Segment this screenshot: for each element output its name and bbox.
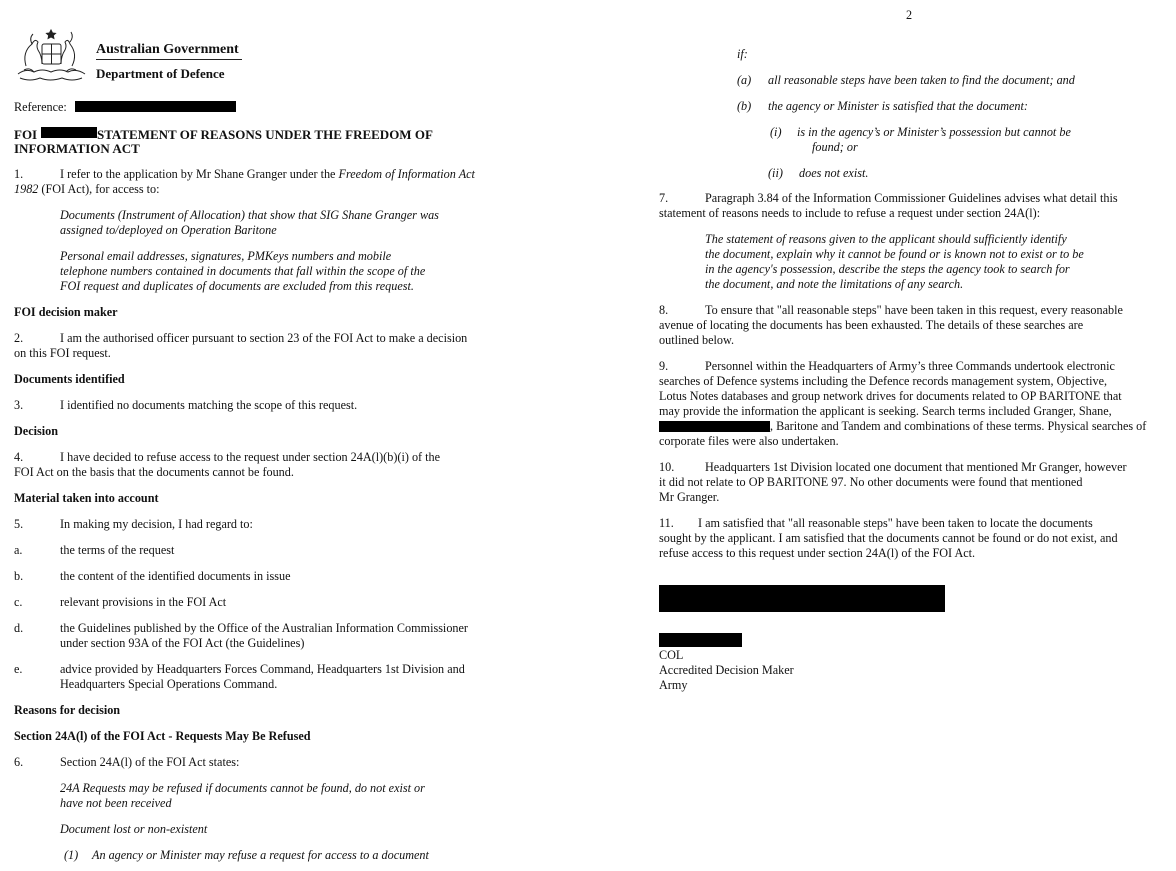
heading-decision-maker: FOI decision maker [14,305,118,319]
quote-if: if: [737,47,748,61]
list-marker: c. [14,595,23,609]
para-9-line-1: Personnel within the Headquarters of Army’s three Commands undertook electronic [705,359,1115,373]
quote-text-i-line-1: is in the agency’s or Minister’s possession but cannot be [797,125,1071,139]
para-number: 8. [659,303,669,317]
title-prefix: FOI [14,127,38,142]
para-8-line-2: avenue of locating the documents has been exhausted. The details of these searches are [659,318,1084,332]
heading-documents-identified: Documents identified [14,372,125,386]
quote-subsection-text: An agency or Minister may refuse a request for access to a document [92,848,429,862]
para-number: 7. [659,191,669,205]
quote-mark-i: (i) [770,125,782,139]
quote-2-line-2: telephone numbers contained in documents that fall within the scope of the [60,264,426,278]
list-item: advice provided by Headquarters Forces Command, Headquarters 1st Division and [60,662,465,676]
para-number: 10. [659,460,675,474]
quote-24a-line-2: have not been received [60,796,172,810]
para-4-line-1: I have decided to refuse access to the request under section 24A(l)(b)(i) of the [60,450,441,464]
header-divider [96,59,242,60]
para-1-line-2: 1982 (FOI Act), for access to: [14,182,160,196]
para-9-line-2: searches of Defence systems including the Defence records management system, Objective, [659,374,1108,388]
heading-decision: Decision [14,424,59,438]
quote-7-line-4: the document, and note the limitations of any search. [705,277,964,291]
para-9-line-4: may provide the information the applicant is seeking. Search terms included Granger, Shane, [659,404,1112,418]
para-6-line-1: Section 24A(l) of the FOI Act states: [60,755,240,769]
heading-section-24a: Section 24A(l) of the FOI Act - Requests May Be Refused [14,729,311,743]
para-5-line-1: In making my decision, I had regard to: [60,517,253,531]
list-item: relevant provisions in the FOI Act [60,595,227,609]
quote-text-a: all reasonable steps have been taken to find the document; and [768,73,1075,87]
para-number: 9. [659,359,669,373]
para-10-line-1: Headquarters 1st Division located one document that mentioned Mr Granger, however [705,460,1127,474]
signature-redaction [659,585,945,612]
quote-7-line-1: The statement of reasons given to the applicant should sufficiently identify [705,232,1067,246]
para-9-line-6: corporate files were also undertaken. [659,434,839,448]
list-marker: d. [14,621,24,635]
gov-title: Australian Government [96,42,239,57]
para-8-line-1: To ensure that "all reasonable steps" have been taken in this request, every reasonable [705,303,1123,317]
para-1-line-1: I refer to the application by Mr Shane Granger under the Freedom of Information Act [60,167,475,181]
signatory-role: Accredited Decision Maker [659,663,794,677]
title-line-1: STATEMENT OF REASONS UNDER THE FREEDOM OF [97,127,433,142]
redaction-block [659,421,770,432]
quote-mark-a: (a) [737,73,752,87]
para-3-line-1: I identified no documents matching the scope of this request. [60,398,358,412]
para-9-line-3: Lotus Notes databases and group network drives for documents related to OP BARITONE that [659,389,1122,403]
quote-mark-b: (b) [737,99,752,113]
quote-mark-ii: (ii) [768,166,783,180]
quote-2-line-1: Personal email addresses, signatures, PMKeys numbers and mobile [60,249,392,263]
quote-2-line-3: FOI request and duplicates of documents are excluded from this request. [60,279,414,293]
para-4-line-2: FOI Act on the basis that the documents cannot be found. [14,465,294,479]
para-number: 4. [14,450,24,464]
page-number: 2 [906,8,913,22]
list-item-continuation: Headquarters Special Operations Command. [60,677,278,691]
quote-text-ii: does not exist. [799,166,869,180]
redaction-block [75,101,236,112]
dept-title: Department of Defence [96,66,225,81]
para-11-line-3: refuse access to this request under section 24A(l) of the FOI Act. [659,546,976,560]
redaction-block [41,127,97,138]
quote-text-b: the agency or Minister is satisfied that the document: [768,99,1028,113]
para-number: 6. [14,755,24,769]
list-item: the content of the identified documents in issue [60,569,291,583]
para-10-line-3: Mr Granger. [659,490,720,504]
list-marker: b. [14,569,24,583]
quote-7-line-3: in the agency's possession, describe the steps the agency took to search for [705,262,1070,276]
para-number: 1. [14,167,24,181]
quote-lost-heading: Document lost or non-existent [60,822,208,836]
quote-7-line-2: the document, explain why it cannot be found or is known not to exist or to be [705,247,1084,261]
para-7-line-1: Paragraph 3.84 of the Information Commissioner Guidelines advises what detail this [705,191,1118,205]
para-number: 3. [14,398,24,412]
para-8-line-3: outlined below. [659,333,735,347]
para-9-line-5: , Baritone and Tandem and combinations of these terms. Physical searches of [770,419,1147,433]
quote-1-line-2: assigned to/deployed on Operation Baritone [60,223,277,237]
para-number: 11. [659,516,674,530]
list-item: the terms of the request [60,543,175,557]
para-10-line-2: it did not relate to OP BARITONE 97. No other documents were found that mentioned [659,475,1083,489]
para-number: 2. [14,331,24,345]
para-7-line-2: statement of reasons needs to include to refuse a request under section 24A(l): [659,206,1041,220]
para-11-line-2: sought by the applicant. I am satisfied that the documents cannot be found or do not exist, and [659,531,1118,545]
reference-label: Reference: [14,100,67,114]
para-2-line-2: on this FOI request. [14,346,111,360]
page-right [588,0,1176,871]
list-item-continuation: under section 93A of the FOI Act (the Guidelines) [60,636,305,650]
quote-subsection-mark: (1) [64,848,79,862]
heading-reasons: Reasons for decision [14,703,121,717]
signatory-service: Army [659,678,688,692]
coat-of-arms-icon [14,26,89,86]
list-marker: a. [14,543,23,557]
heading-material: Material taken into account [14,491,159,505]
list-item: the Guidelines published by the Office of the Australian Information Commissioner [60,621,468,635]
para-11-line-1: I am satisfied that "all reasonable steps" have been taken to locate the documents [698,516,1093,530]
quote-24a-line-1: 24A Requests may be refused if documents cannot be found, do not exist or [60,781,425,795]
name-redaction [659,633,742,647]
list-marker: e. [14,662,23,676]
title-line-2: INFORMATION ACT [14,141,140,156]
signatory-rank: COL [659,648,684,662]
para-number: 5. [14,517,24,531]
quote-1-line-1: Documents (Instrument of Allocation) that show that SIG Shane Granger was [60,208,439,222]
para-2-line-1: I am the authorised officer pursuant to section 23 of the FOI Act to make a decision [60,331,468,345]
quote-text-i-line-2: found; or [812,140,858,154]
